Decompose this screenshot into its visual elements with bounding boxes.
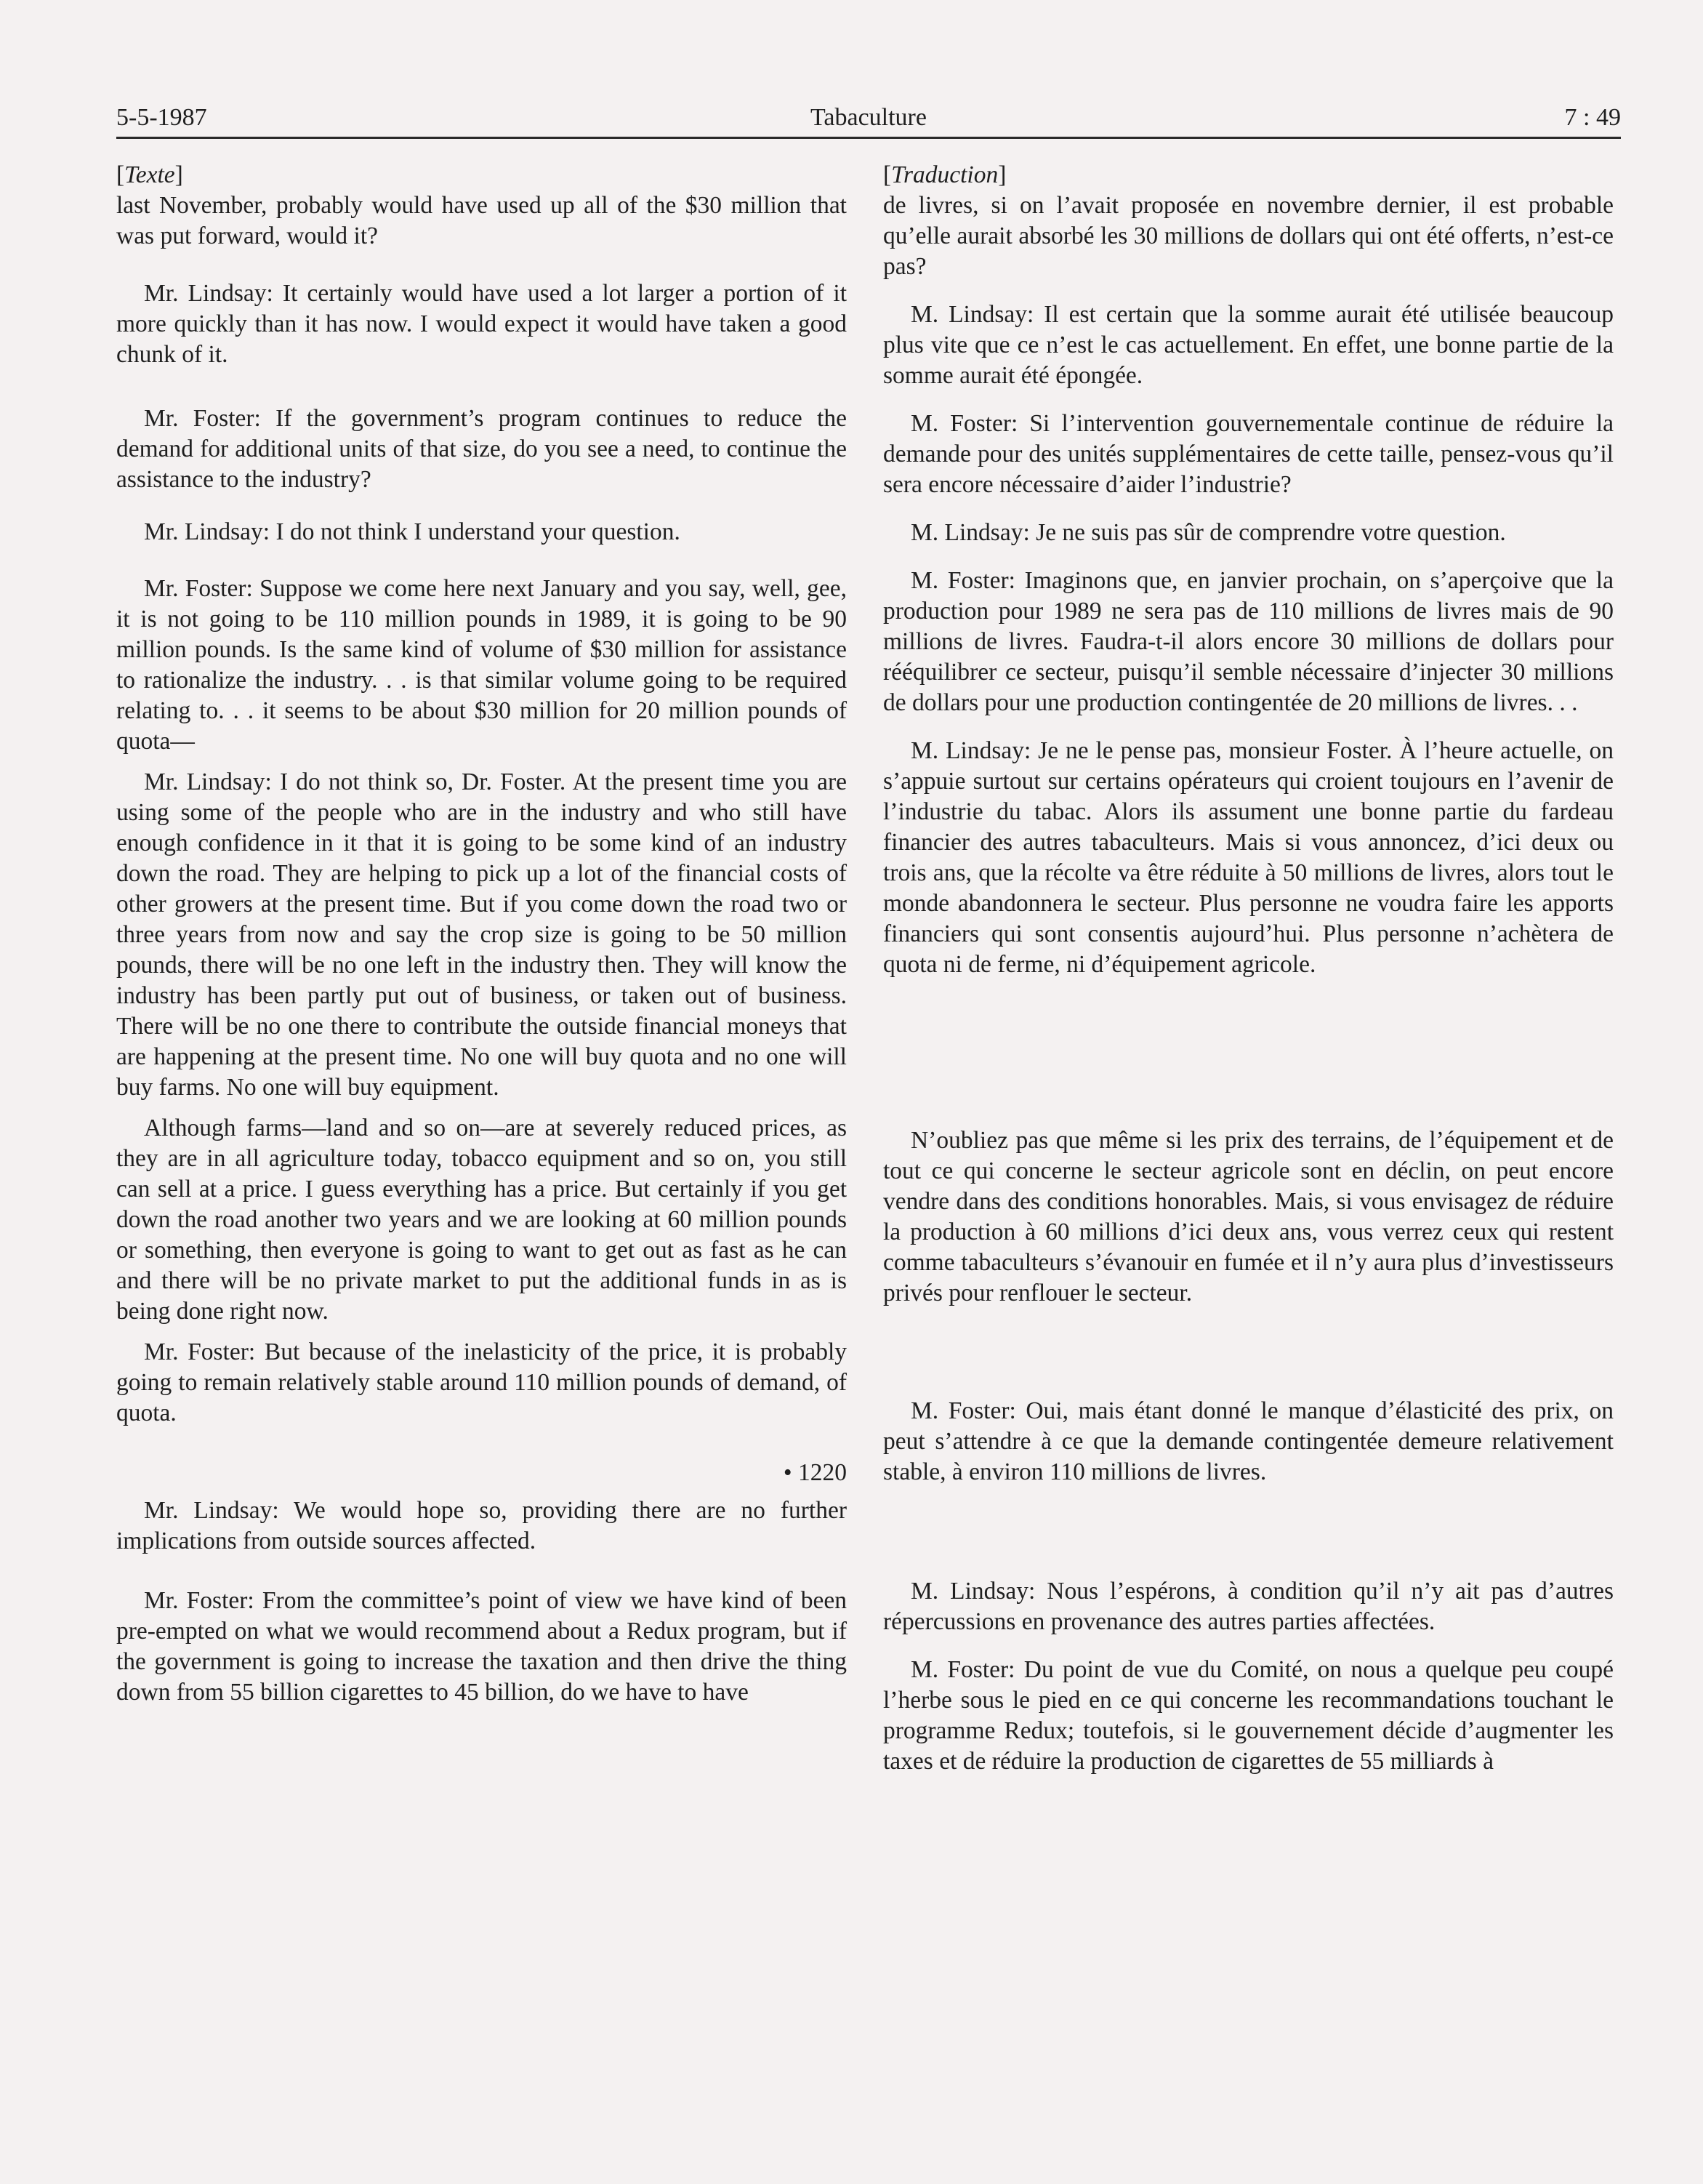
paragraph	[116, 1586, 847, 1708]
paragraph	[883, 566, 1614, 718]
header-date: 5-5-1987	[116, 104, 207, 131]
paragraph-text: Although farms—land and so on—are at severely reduced prices, as they are in all agriculture today, tobacco equipment and so on, you still can sell at a price. I guess everything has a price. But certainly if you get down the road another two years and we are looking at 60 million pounds or something, then everyone is going to want to get out as fast as he can and there will be no private market to put the additional funds in as is being done right now.	[116, 1115, 847, 1325]
english-column	[116, 160, 847, 1708]
paragraph-text: Je ne suis pas sûr de comprendre votre question.	[1029, 519, 1506, 546]
paragraph	[883, 190, 1614, 282]
speaker-label: M. Foster:	[911, 1656, 1015, 1683]
paragraph-text: If the government’s program continues to reduce the demand for additional units of that size, do you see a need, to continue the assistance to the industry?	[116, 405, 848, 493]
paragraph	[116, 517, 847, 547]
paragraph	[883, 518, 1614, 548]
paragraph-text: N’oubliez pas que même si les prix des terrains, de l’équipement et de tout ce qui concerne le secteur agricole sont en déclin, on peut encore vendre dans des conditions honorables. Mais, si vous envisagez de réduire la production à 60 millions d’ici deux ans, vous verrez ceux qui restent comme tabaculteurs s’évanouir en fumée et il n’y aura plus d’investisseurs privés pour renflouer le secteur.	[883, 1127, 1614, 1306]
column-heading-text: Texte	[124, 161, 175, 188]
speaker-label: M. Lindsay:	[911, 301, 1034, 328]
paragraph-text: Imaginons que, en janvier prochain, on s’aperçoive que la production pour 1989 ne sera pas de 110 millions de livres mais de 90 millions de livres. Faudra-t-il alors encore 30 millions de dollars pour rééquilibrer ce secteur, puisqu’il semble nécessaire d’injecter 30 millions de dollars pour une production contingentée de 20 millions de livres. . .	[883, 567, 1614, 716]
paragraph	[883, 300, 1614, 391]
running-header	[116, 102, 1621, 137]
paragraph-text: I do not think I understand your question.	[270, 518, 680, 545]
column-heading-french: [Traduction]	[883, 161, 1007, 188]
speaker-label: Mr. Lindsay:	[144, 1497, 279, 1524]
speaker-label: Mr. Lindsay:	[144, 768, 272, 795]
speaker-label: Mr. Foster:	[144, 1338, 256, 1365]
paragraph	[116, 1337, 847, 1429]
french-column	[883, 160, 1614, 1777]
paragraph-text: From the committee’s point of view we have kind of been pre-empted on what we would recommend about a Redux program, but if the government is going to increase the taxation and then drive the thing down from 55 billion cigarettes to 45 billion, do we have to have	[116, 1587, 848, 1706]
paragraph-text: Je ne le pense pas, monsieur Foster. À l’heure actuelle, on s’appuie surtout sur certains opérateurs qui croient toujours en l’avenir de l’industrie du tabac. Alors ils assument une bonne partie du fardeau financier des autres tabaculteurs. Mais si vous annoncez, d’ici deux ou trois ans, que la récolte va être réduite à 50 millions de livres, alors tout le monde abandonnera le secteur. Plus personne ne voudra faire les apports financiers qui sont consentis aujourd’hui. Plus personne n’achètera de quota ni de ferme, ni d’équipement agricole.	[883, 737, 1614, 978]
paragraph	[116, 190, 847, 252]
paragraph-text: But because of the inelasticity of the price, it is probably going to remain relatively stable around 110 million pounds of demand, of quota.	[116, 1338, 847, 1426]
paragraph-text: Il est certain que la somme aurait été utilisée beaucoup plus vite que ce n’est le cas actuellement. En effet, une bonne partie de la somme aurait été épongée.	[883, 301, 1614, 389]
paragraph-text: Du point de vue du Comité, on nous a quelque peu coupé l’herbe sous le pied en ce qui concerne les recommandations touchant le programme Redux; toutefois, si le gouvernement décide d’augmenter les taxes et de réduire la production de cigarettes de 55 milliards à	[883, 1656, 1614, 1775]
paragraph-text: de livres, si on l’avait proposée en novembre dernier, il est probable qu’elle aurait absorbé les 30 millions de dollars qui ont été offerts, n’est-ce pas?	[883, 192, 1614, 280]
paragraph-text: last November, probably would have used up all of the $30 million that was put forward, would it?	[116, 192, 847, 249]
paragraph	[116, 1496, 847, 1557]
paragraph	[116, 767, 847, 1103]
header-page-number: 7 : 49	[1564, 104, 1621, 131]
paragraph-text: It certainly would have used a lot larger a portion of it more quickly than it has now. I would expect it would have taken a good chunk of it.	[116, 280, 848, 368]
paragraph-text: Suppose we come here next January and you say, well, gee, it is not going to be 110 million pounds in 1989, it is going to be 90 million pounds. Is the same kind of volume of $30 million for assistance to rationalize the industry. . . is that similar volume going to be required relating to. . . it seems to be about $30 million for 20 million pounds of quota—	[116, 575, 847, 755]
paragraph-text: I do not think so, Dr. Foster. At the present time you are using some of the people who are in the industry and who still have enough confidence in it that it is going to be some kind of an industry down the road. They are helping to pick up a lot of the financial costs of other growers at the present time. But if you come down the road two or three years from now and say the crop size is going to be 50 million pounds, there will be no one left in the industry then. They will know the industry has been partly put out of business, or taken out of business. There will be no one there to contribute the outside financial moneys that are happening at the present time. No one will buy quota and no one will buy farms. No one will buy equipment.	[116, 768, 847, 1101]
time-mark: • 1220	[783, 1459, 847, 1486]
paragraph	[116, 404, 847, 495]
paragraph	[116, 278, 847, 370]
paragraph	[116, 1113, 847, 1327]
paragraph	[116, 574, 847, 757]
speaker-label: M. Lindsay:	[911, 519, 1030, 546]
paragraph	[883, 1655, 1614, 1777]
speaker-label: Mr. Foster:	[144, 1587, 254, 1614]
column-heading-english: [Texte]	[116, 161, 183, 188]
column-heading-text: Traduction	[891, 161, 999, 188]
paragraph-text: We would hope so, providing there are no further implications from outside sources affected.	[116, 1497, 847, 1554]
speaker-label: M. Foster:	[911, 1397, 1016, 1424]
speaker-label: M. Lindsay:	[911, 737, 1031, 764]
speaker-label: M. Lindsay:	[911, 1578, 1036, 1605]
speaker-label: Mr. Foster:	[144, 575, 253, 602]
paragraph-text: Nous l’espérons, à condition qu’il n’y ait pas d’autres répercussions en provenance des autres parties affectées.	[883, 1578, 1614, 1635]
header-title: Tabaculture	[810, 104, 927, 131]
paragraph	[883, 1125, 1614, 1309]
paragraph-text: Oui, mais étant donné le manque d’élasticité des prix, on peut s’attendre à ce que la demande contingentée demeure relativement stable, à environ 110 millions de livres.	[883, 1397, 1614, 1485]
speaker-label: Mr. Lindsay:	[144, 280, 273, 307]
paragraph	[883, 409, 1614, 500]
speaker-label: M. Foster:	[911, 410, 1018, 437]
paragraph	[883, 736, 1614, 980]
header-rule	[116, 137, 1621, 139]
paragraph-text: Si l’intervention gouvernementale continue de réduire la demande pour des unités supplémentaires de cette taille, pensez-vous qu’il sera encore nécessaire d’aider l’industrie?	[883, 410, 1614, 498]
speaker-label: M. Foster:	[911, 567, 1015, 594]
speaker-label: Mr. Lindsay:	[144, 518, 270, 545]
paragraph	[883, 1396, 1614, 1488]
speaker-label: Mr. Foster:	[144, 405, 261, 432]
paragraph	[883, 1576, 1614, 1637]
